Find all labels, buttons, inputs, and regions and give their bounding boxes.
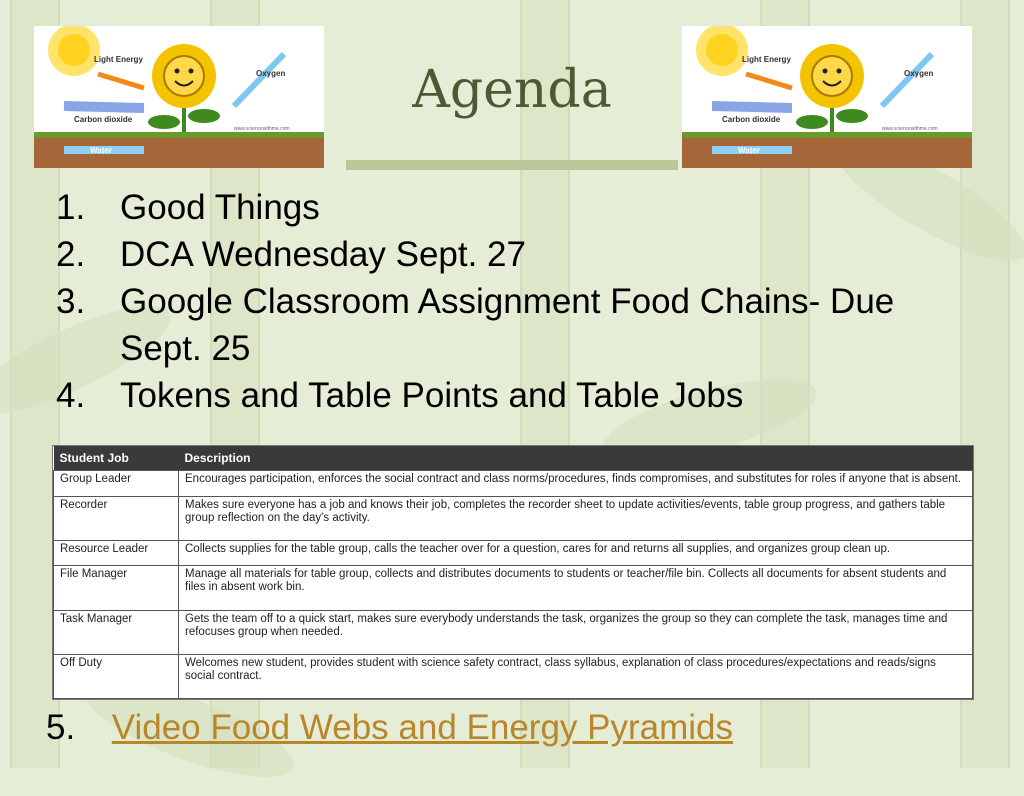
agenda-item-number: 3. [56, 282, 86, 321]
agenda-item-text: DCA Wednesday Sept. 27 [120, 235, 526, 274]
table-row [54, 566, 973, 610]
agenda-item-text: Tokens and Table Points and Table Jobs [120, 376, 744, 415]
agenda-list [56, 184, 940, 419]
description-cell: Manage all materials for table group, collects and distributes documents to students or teacher/file bin. Collects all documents for absent students and files in absent work bin. [179, 566, 973, 610]
table-row [54, 540, 973, 566]
table-row [54, 654, 973, 698]
table-row [54, 610, 973, 654]
credit-label: www.sciencewithme.com [882, 126, 938, 132]
table-row [54, 471, 973, 497]
description-cell: Gets the team off to a quick start, makes sure everybody understands the task, organizes the group so they can complete the task, manages time and refocuses group when needed. [179, 610, 973, 654]
title-underline [346, 160, 678, 170]
description-cell: Encourages participation, enforces the social contract and class norms/procedures, finds compromises, and substitutes for roles if anyone that is absent. [179, 471, 973, 497]
agenda-item-number: 2. [56, 235, 86, 274]
agenda-item [56, 372, 940, 419]
job-cell: File Manager [54, 566, 179, 610]
job-cell: Resource Leader [54, 540, 179, 566]
carbon-dioxide-label: Carbon dioxide [74, 115, 133, 124]
video-link[interactable]: Video Food Webs and Energy Pyramids [111, 708, 734, 747]
description-cell: Makes sure everyone has a job and knows their job, completes the recorder sheet to update activities/events, table group progress, and gathers table group reflection on the day's activity. [179, 496, 973, 540]
agenda-item [56, 278, 940, 372]
agenda-item [56, 184, 940, 231]
light-energy-label: Light Energy [742, 55, 791, 64]
light-energy-label: Light Energy [94, 55, 143, 64]
job-cell: Group Leader [54, 471, 179, 497]
credit-label: www.sciencewithme.com [234, 126, 290, 132]
agenda-item-number: 5. [46, 708, 76, 747]
oxygen-label: Oxygen [256, 69, 286, 78]
photosynthesis-diagram-right [682, 26, 972, 168]
carbon-dioxide-label: Carbon dioxide [722, 115, 781, 124]
description-cell: Collects supplies for the table group, calls the teacher over for a question, cares for and returns all supplies, and organizes group clean up. [179, 540, 973, 566]
agenda-item-text: Google Classroom Assignment Food Chains- Due Sept. 25 [120, 282, 895, 368]
water-label: Water [90, 146, 112, 155]
agenda-item-5 [46, 708, 733, 748]
agenda-item-number: 1. [56, 188, 86, 227]
photosynthesis-diagram-left [34, 26, 324, 168]
header-description: Description [179, 446, 973, 471]
water-label: Water [738, 146, 760, 155]
slide-title: Agenda [412, 60, 612, 120]
job-cell: Task Manager [54, 610, 179, 654]
oxygen-label: Oxygen [904, 69, 934, 78]
student-jobs-table [52, 445, 974, 700]
table-header-row [54, 446, 973, 471]
header-student-job: Student Job [54, 446, 179, 471]
agenda-item-text: Good Things [120, 188, 320, 227]
table-row [54, 496, 973, 540]
description-cell: Welcomes new student, provides student with science safety contract, class syllabus, explanation of class procedures/expectations and reads/signs social contract. [179, 654, 973, 698]
agenda-item-number: 4. [56, 376, 86, 415]
job-cell: Recorder [54, 496, 179, 540]
agenda-item [56, 231, 940, 278]
job-cell: Off Duty [54, 654, 179, 698]
